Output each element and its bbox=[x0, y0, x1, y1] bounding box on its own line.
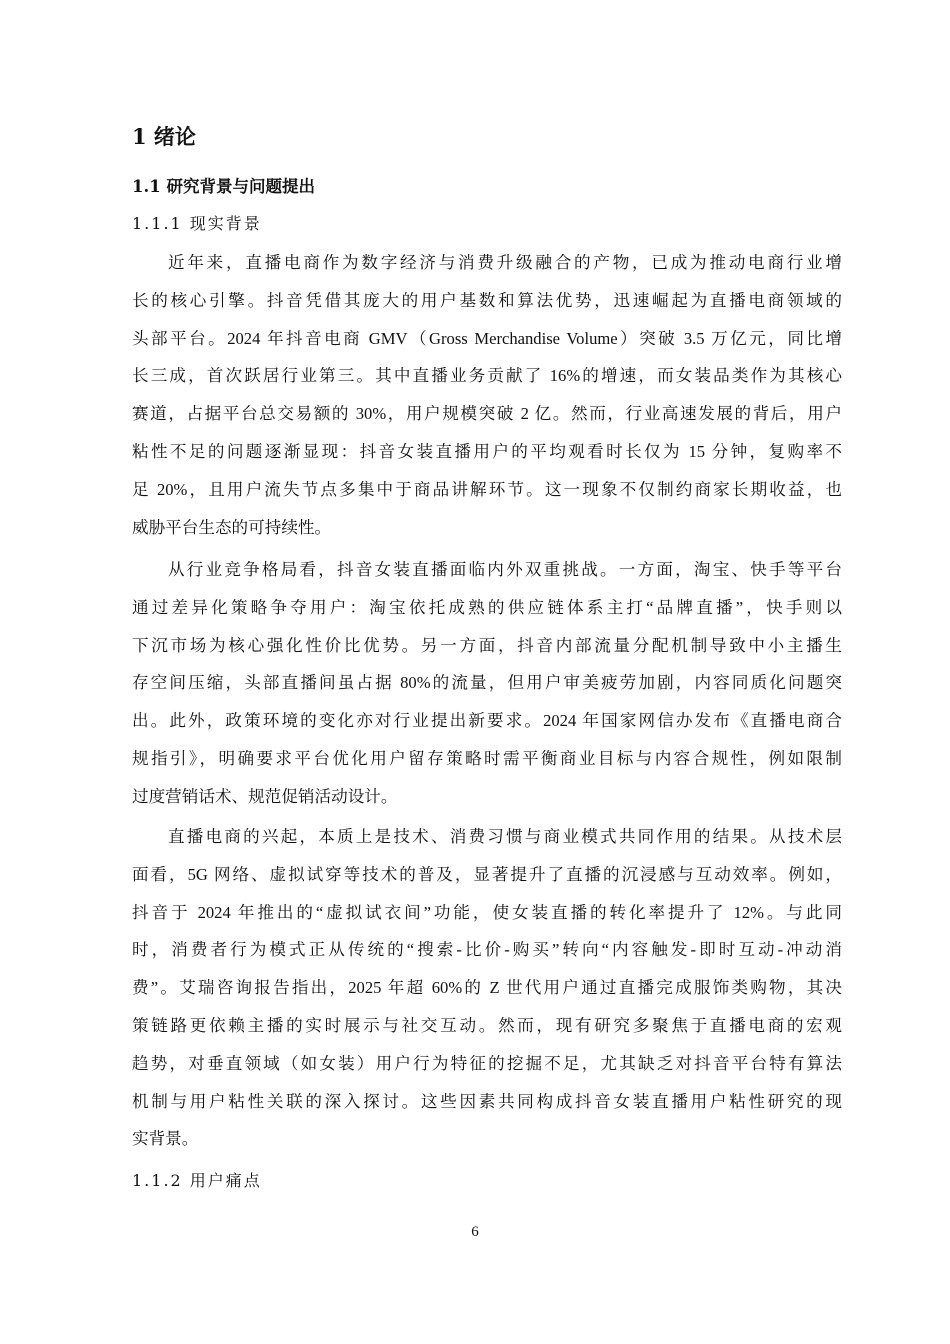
text-line: 直播电商的兴起，本质上是技术、消费习惯与商业模式共同作用的结果。从技术层 bbox=[168, 827, 842, 846]
text-line: 存空间压缩，头部直播间虽占据 80%的流量，但用户审美疲劳加剧，内容同质化问题突 bbox=[132, 673, 842, 693]
section-heading: 1.1 研究背景与问题提出 bbox=[132, 177, 315, 196]
text-line: 赛道，占据平台总交易额的 30%，用户规模突破 2 亿。然而，行业高速发展的背后，用户 bbox=[132, 404, 842, 424]
text-line: 长三成，首次跃居行业第三。其中直播业务贡献了 16%的增速，而女装品类作为其核心 bbox=[132, 366, 842, 386]
text-line: 费”。艾瑞咨询报告指出，2025 年超 60%的 Z 世代用户通过直播完成服饰类购物，其决 bbox=[132, 978, 842, 998]
text-line: 足 20%，且用户流失节点多集中于商品讲解环节。这一现象不仅制约商家长期收益，也 bbox=[132, 479, 842, 499]
paragraph-2 bbox=[132, 551, 842, 816]
text-line: 威胁平台生态的可持续性。 bbox=[132, 517, 332, 537]
chapter-heading: 1 绪论 bbox=[132, 124, 196, 149]
text-line: 规指引》，明确要求平台优化用户留存策略时需平衡商业目标与内容合规性，例如限制 bbox=[132, 748, 842, 768]
subsection-heading: 1.1.2 用户痛点 bbox=[132, 1171, 262, 1190]
text-line: 出。此外，政策环境的变化亦对行业提出新要求。2024 年国家网信办发布《直播电商合 bbox=[132, 711, 842, 731]
subsection-heading: 1.1.1 现实背景 bbox=[132, 214, 262, 233]
text-line: 策链路更依赖主播的实时展示与社交互动。然而，现有研究多聚焦于直播电商的宏观 bbox=[132, 1015, 842, 1035]
text-line: 面看，5G 网络、虚拟试穿等技术的普及，显著提升了直播的沉浸感与互动效率。例如， bbox=[132, 864, 842, 884]
text-line: 实背景。 bbox=[132, 1129, 199, 1149]
text-line: 头部平台。2024 年抖音电商 GMV（Gross Merchandise Volume）突破 3.5 万亿元，同比增 bbox=[132, 328, 842, 348]
text-line: 过度营销话术、规范促销活动设计。 bbox=[132, 786, 398, 806]
text-line: 下沉市场为核心强化性价比优势。另一方面，抖音内部流量分配机制导致中小主播生 bbox=[132, 635, 842, 655]
text-line: 通过差异化策略争夺用户：淘宝依托成熟的供应链体系主打“品牌直播”，快手则以 bbox=[132, 597, 842, 617]
text-line: 机制与用户粘性关联的深入探讨。这些因素共同构成抖音女装直播用户粘性研究的现 bbox=[132, 1091, 842, 1111]
text-line: 趋势，对垂直领域（如女装）用户行为特征的挖掘不足，尤其缺乏对抖音平台特有算法 bbox=[132, 1053, 842, 1073]
text-line: 长的核心引擎。抖音凭借其庞大的用户基数和算法优势，迅速崛起为直播电商领域的 bbox=[132, 290, 842, 310]
page-number: 6 bbox=[471, 1224, 479, 1240]
text-line: 近年来，直播电商作为数字经济与消费升级融合的产物，已成为推动电商行业增 bbox=[168, 253, 842, 272]
text-line: 抖音于 2024 年推出的“虚拟试衣间”功能，使女装直播的转化率提升了 12%。与此同 bbox=[132, 902, 842, 922]
text-line: 时，消费者行为模式正从传统的“搜索-比价-购买”转向“内容触发-即时互动-冲动消 bbox=[132, 940, 842, 960]
text-line: 从行业竞争格局看，抖音女装直播面临内外双重挑战。一方面，淘宝、快手等平台 bbox=[168, 560, 842, 579]
text-line: 粘性不足的问题逐渐显现：抖音女装直播用户的平均观看时长仅为 15 分钟，复购率不 bbox=[132, 441, 842, 461]
paragraph-3 bbox=[132, 818, 842, 1158]
paragraph-1 bbox=[132, 244, 842, 546]
